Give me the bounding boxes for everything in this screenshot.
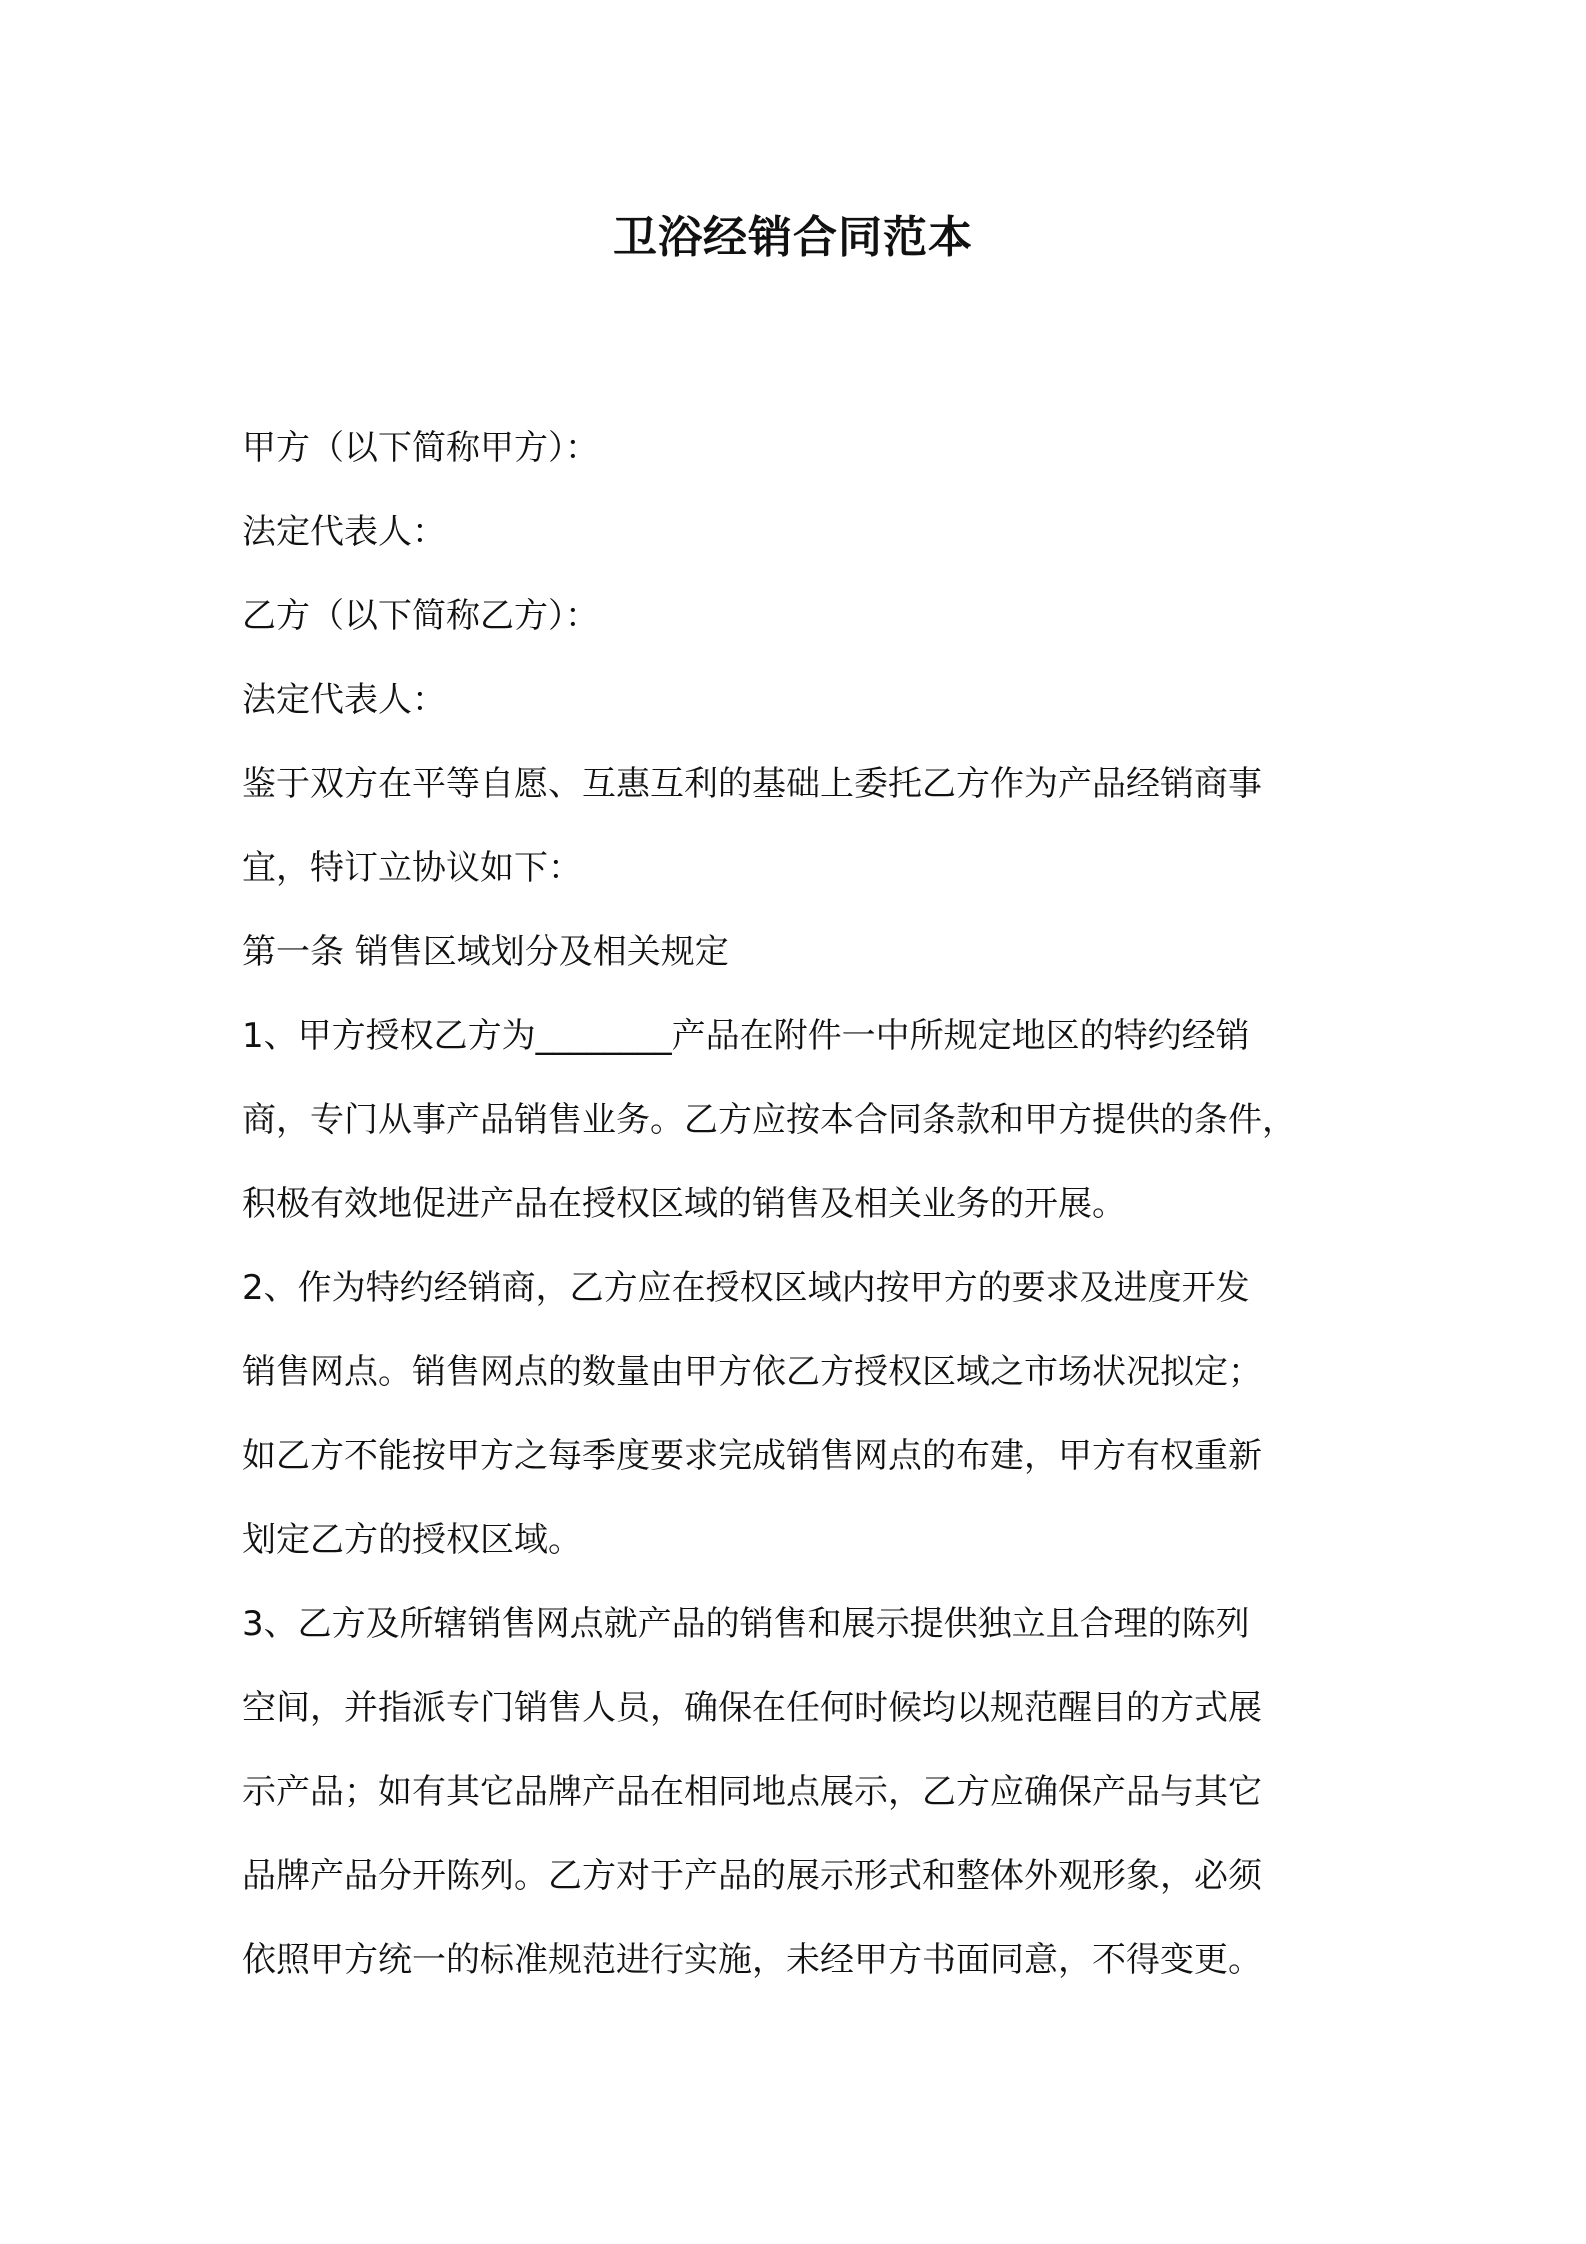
document-title: 卫浴经销合同范本 <box>613 212 973 263</box>
party-b-representative-line: 法定代表人： <box>242 680 446 720</box>
clause-3-line-4: 品牌产品分开陈列。乙方对于产品的展示形式和整体外观形象，必须 <box>242 1856 1262 1896</box>
clause-2-line-4: 划定乙方的授权区域。 <box>242 1520 582 1560</box>
preamble-line-2: 宜，特订立协议如下： <box>242 848 582 888</box>
clause-1-line-3: 积极有效地促进产品在授权区域的销售及相关业务的开展。 <box>242 1184 1126 1224</box>
preamble-line-1: 鉴于双方在平等自愿、互惠互利的基础上委托乙方作为产品经销商事 <box>242 764 1262 804</box>
article-1-heading: 第一条 销售区域划分及相关规定 <box>242 932 729 972</box>
clause-2-line-1: 2、作为特约经销商，乙方应在授权区域内按甲方的要求及进度开发 <box>242 1268 1250 1308</box>
clause-1-line-2: 商，专门从事产品销售业务。乙方应按本合同条款和甲方提供的条件， <box>242 1100 1296 1140</box>
clause-3-line-2: 空间，并指派专门销售人员，确保在任何时候均以规范醒目的方式展 <box>242 1688 1262 1728</box>
clause-2-line-2: 销售网点。销售网点的数量由甲方依乙方授权区域之市场状况拟定； <box>242 1352 1262 1392</box>
clause-3-line-3: 示产品；如有其它品牌产品在相同地点展示，乙方应确保产品与其它 <box>242 1772 1262 1812</box>
document-body <box>242 406 1362 2002</box>
clause-2-line-3: 如乙方不能按甲方之每季度要求完成销售网点的布建，甲方有权重新 <box>242 1436 1262 1476</box>
clause-1-line-1: 1、甲方授权乙方为________产品在附件一中所规定地区的特约经销 <box>242 1016 1250 1056</box>
party-a-line: 甲方（以下简称甲方）： <box>242 428 599 468</box>
party-a-representative-line: 法定代表人： <box>242 512 446 552</box>
clause-3-line-5: 依照甲方统一的标准规范进行实施，未经甲方书面同意，不得变更。 <box>242 1940 1262 1980</box>
party-b-line: 乙方（以下简称乙方）： <box>242 596 599 636</box>
clause-3-line-1: 3、乙方及所辖销售网点就产品的销售和展示提供独立且合理的陈列 <box>242 1604 1250 1644</box>
